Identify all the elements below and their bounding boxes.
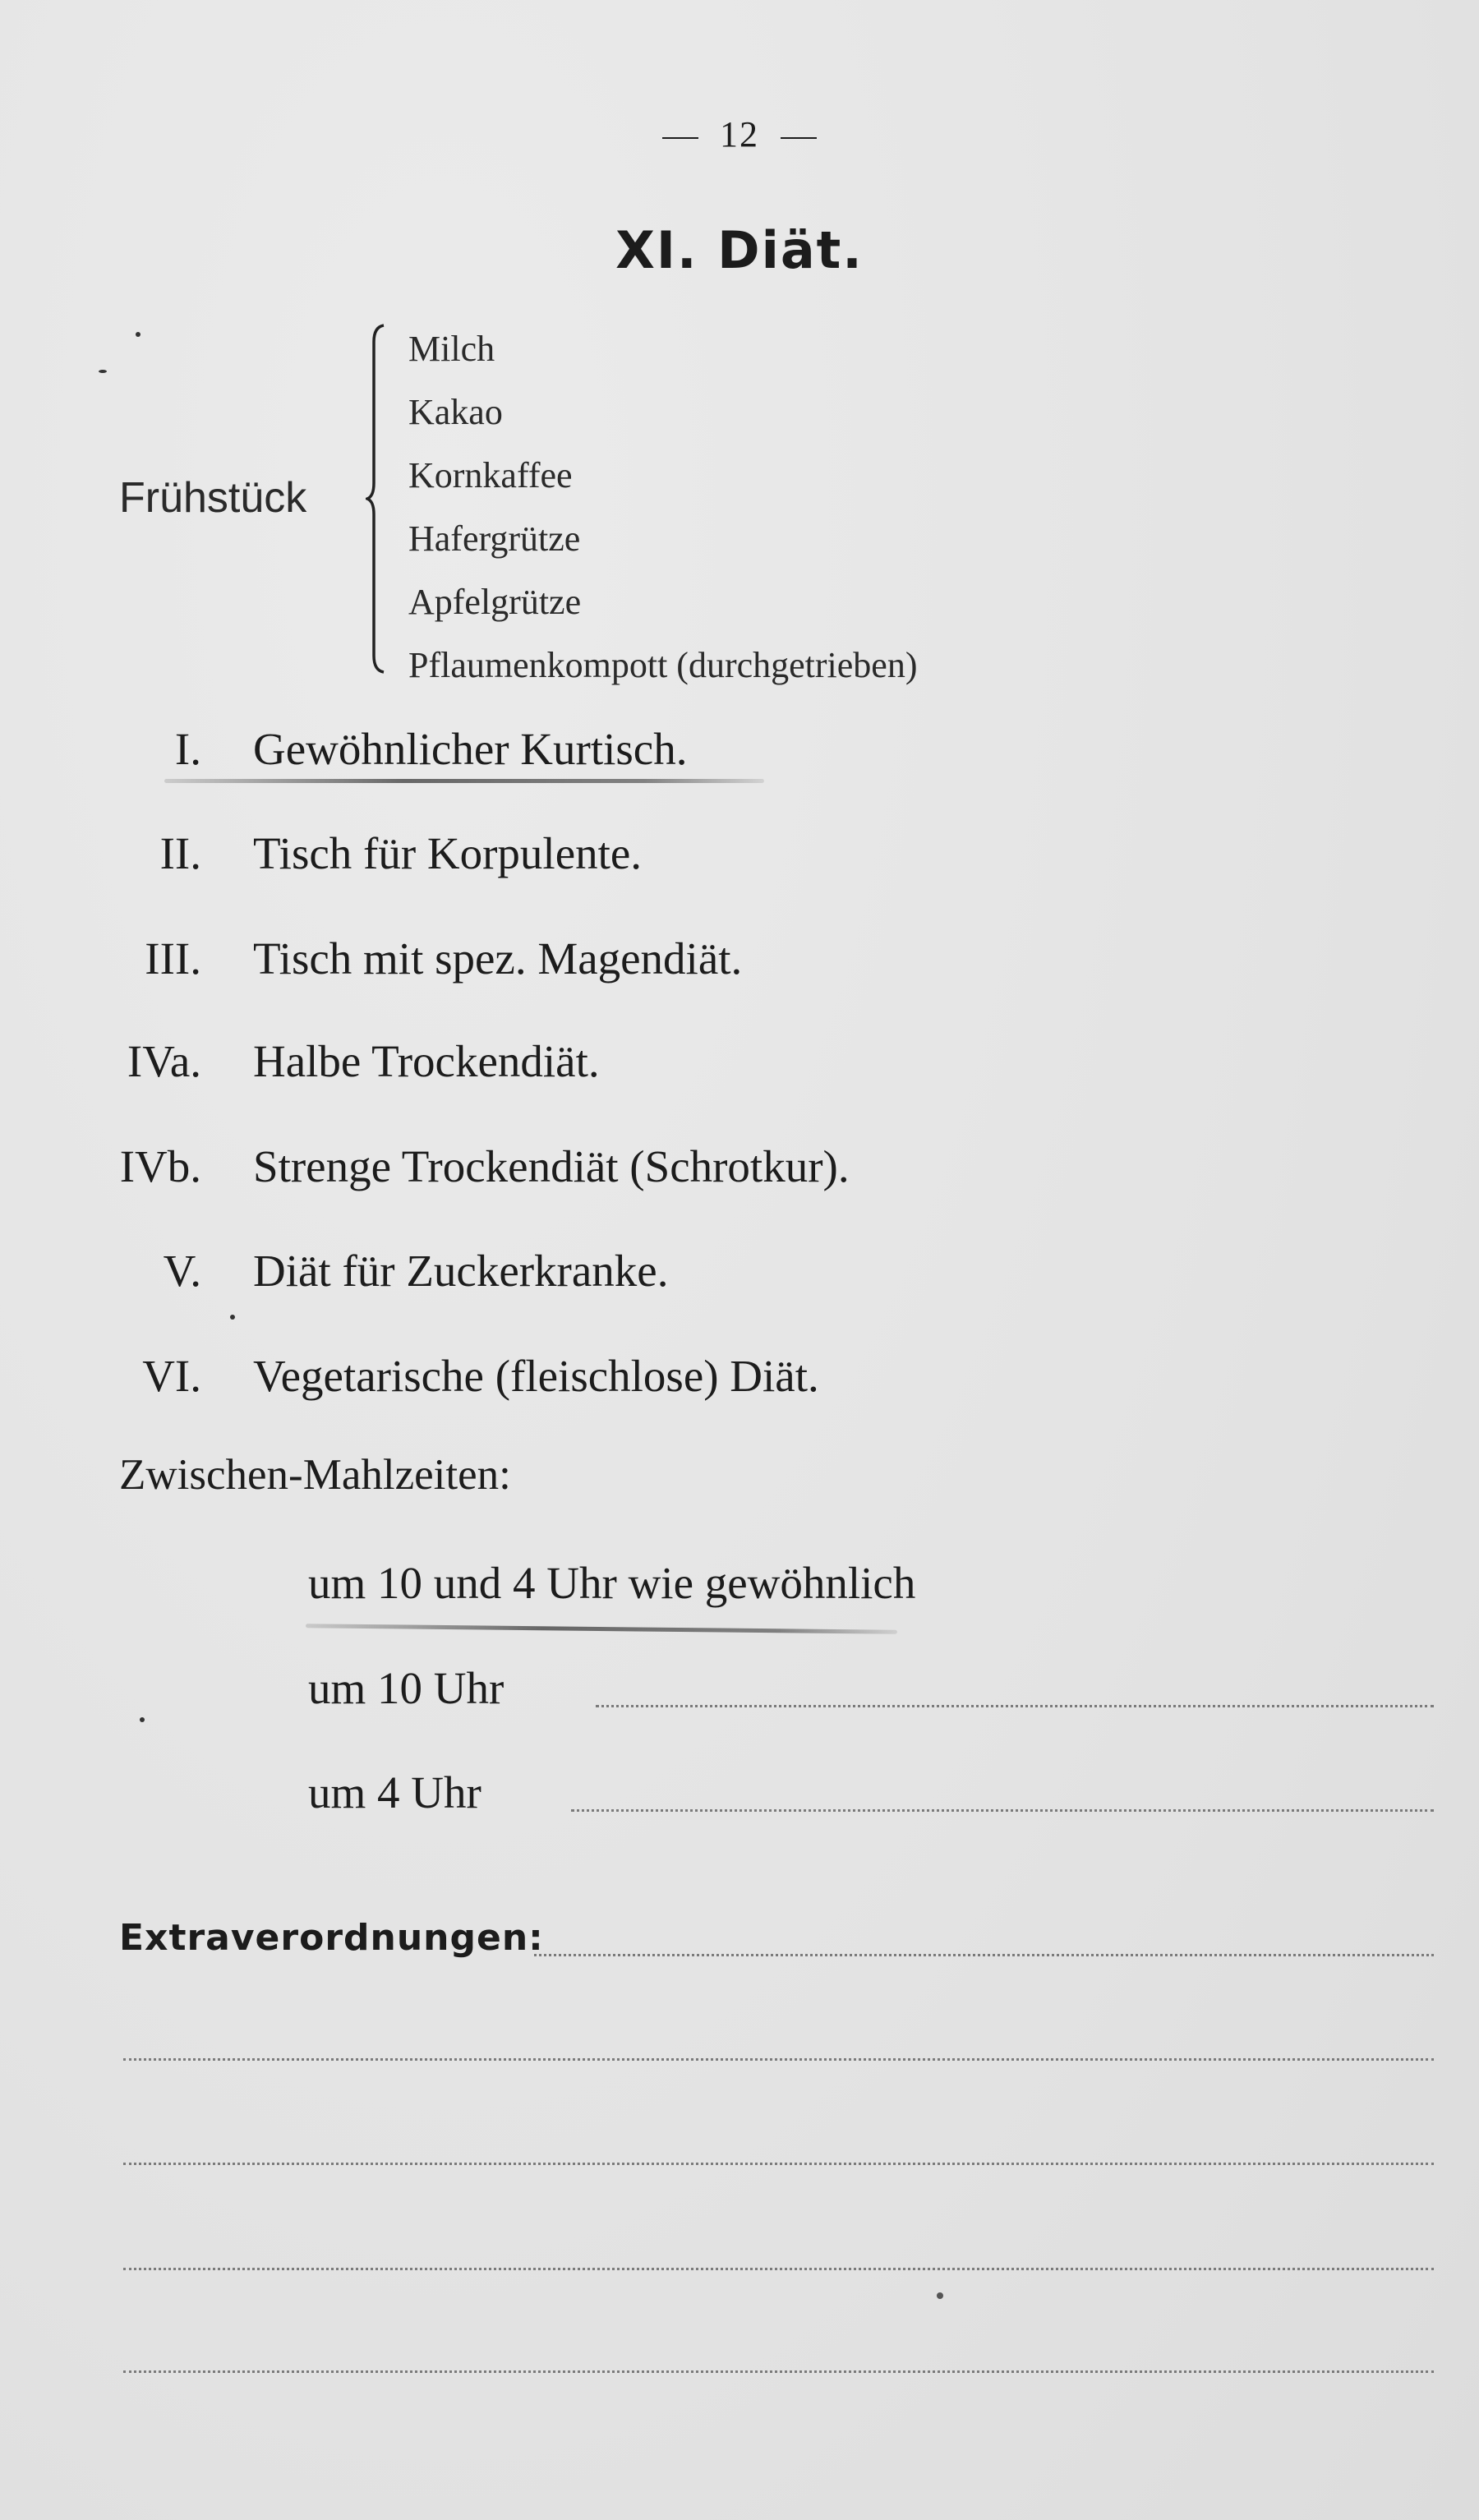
diet-text: Strenge Trockendiät (Schrotkur). — [253, 1141, 850, 1191]
page-number-dash-right — [781, 137, 817, 139]
scan-speck — [99, 370, 107, 373]
diet-number: III. — [145, 933, 201, 984]
scan-speck — [937, 2292, 943, 2299]
page-number-value: 12 — [720, 114, 759, 154]
diet-number: I. — [174, 724, 201, 774]
dotted-fill-line — [571, 1809, 1434, 1812]
scan-speck — [136, 332, 141, 337]
page-number-dash-left — [662, 137, 698, 139]
curly-brace-icon — [366, 322, 390, 675]
dotted-fill-line — [123, 2058, 1434, 2061]
diet-text: Vegetarische (fleischlose) Diät. — [253, 1351, 819, 1401]
breakfast-item: Kornkaffee — [408, 455, 573, 495]
dotted-fill-line — [123, 2163, 1434, 2165]
diet-text: Gewöhnlicher Kurtisch. — [253, 724, 688, 774]
page-number — [0, 113, 1479, 155]
scan-speck — [230, 1315, 235, 1320]
dotted-fill-line — [596, 1705, 1434, 1707]
dotted-fill-line — [123, 2370, 1434, 2373]
meal-option-10: um 10 Uhr — [308, 1663, 505, 1713]
breakfast-item: Apfelgrütze — [408, 582, 582, 622]
breakfast-item: Milch — [408, 329, 495, 369]
breakfast-list — [408, 317, 917, 697]
diet-text: Halbe Trockendiät. — [253, 1036, 600, 1086]
breakfast-item: Hafergrütze — [408, 518, 581, 559]
meal-option-10-and-4: um 10 und 4 Uhr wie gewöhnlich — [308, 1558, 916, 1608]
diet-text: Tisch für Korpulente. — [253, 828, 643, 878]
pencil-underline-mark — [164, 779, 764, 783]
breakfast-item: Kakao — [408, 392, 503, 432]
diet-number: IVa. — [127, 1036, 201, 1086]
meal-option-4: um 4 Uhr — [308, 1767, 481, 1817]
pencil-underline-mark — [306, 1624, 897, 1634]
diet-text: Diät für Zuckerkranke. — [253, 1246, 669, 1296]
section-title: XI. Diät. — [615, 220, 864, 280]
breakfast-label: Frühstück — [119, 474, 307, 522]
diet-number: IVb. — [119, 1141, 201, 1191]
diet-text: Tisch mit spez. Magendiät. — [253, 933, 743, 984]
extra-prescriptions-label: Extraverordnungen: — [119, 1917, 544, 1959]
dotted-fill-line — [534, 1954, 1434, 1956]
diet-number: II. — [159, 828, 201, 878]
diet-number: V. — [163, 1246, 201, 1296]
breakfast-item: Pflaumenkompott (durchgetrieben) — [408, 645, 918, 685]
diet-number: VI. — [142, 1351, 201, 1401]
dotted-fill-line — [123, 2268, 1434, 2270]
scan-speck — [140, 1717, 145, 1722]
intermediate-meals-label: Zwischen-Mahlzeiten: — [119, 1451, 511, 1499]
